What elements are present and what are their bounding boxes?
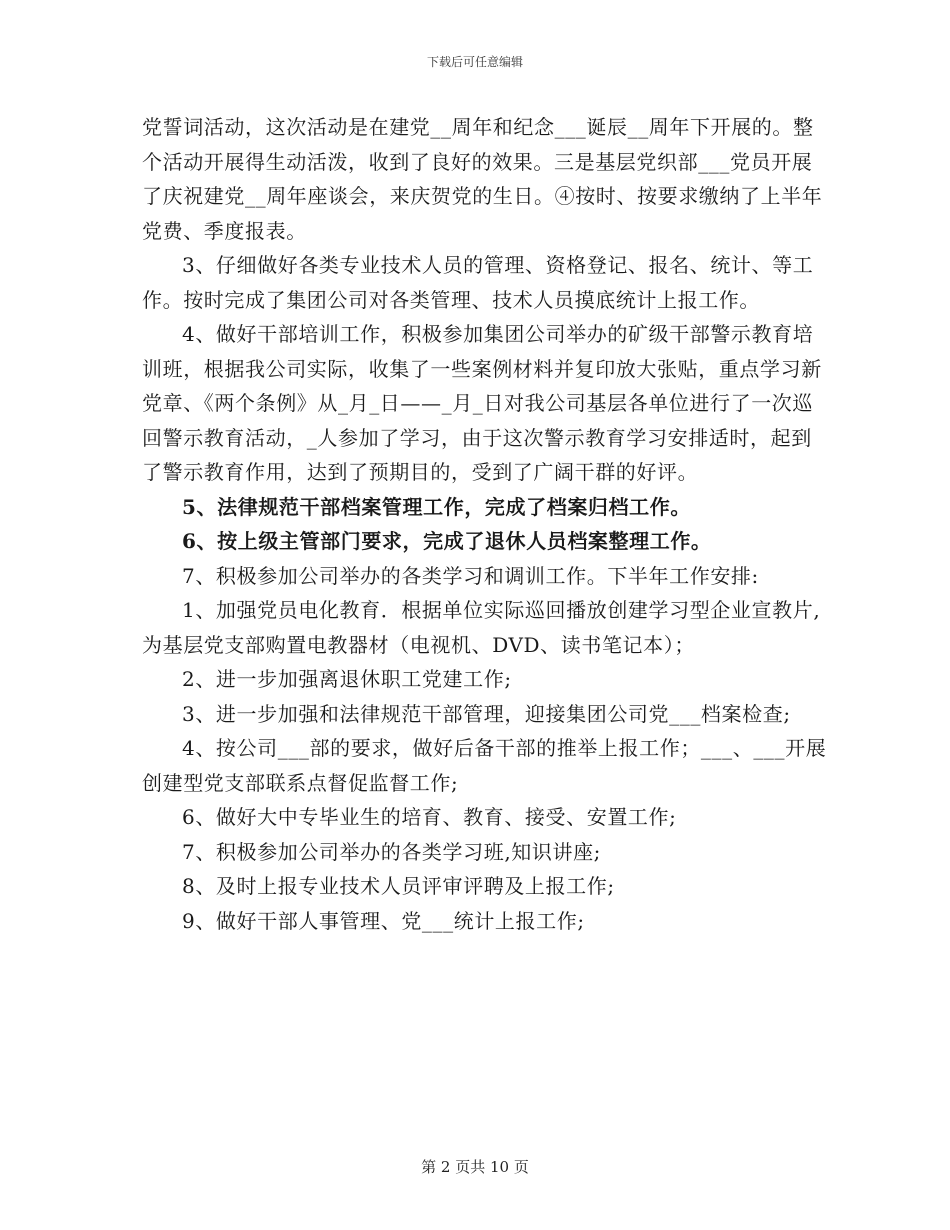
paragraph-plan-2-retiree-party-building: 2、进一步加强离退休职工党建工作; (182, 667, 512, 691)
paragraph-party-oath-activity: 党誓词活动，这次活动是在建党__周年和纪念___诞辰__周年下开展的。整个活动开展得生动活泼，收到了良好的效果。三是基层党织部___党员开展了庆祝建党__周年座谈会，来庆贺党的生日。④按时、按要求缴纳了上半年党费、季度报表。 (142, 115, 823, 243)
paragraph-plan-9-personnel-statistics: 9、做好干部人事管理、党___统计上报工作; (182, 908, 585, 933)
document-body (142, 110, 832, 938)
paragraph-item-6-retiree-archives: 6、按上级主管部门要求，完成了退休人员档案整理工作。 (182, 529, 712, 553)
paragraph-plan-4-reserve-cadres: 4、按公司___部的要求，做好后备干部的推举上报工作；___、___开展创建型党支部联系点督促监督工作; (142, 736, 827, 795)
paragraph-plan-6-graduates: 6、做好大中专毕业生的培育、教育、接受、安置工作; (182, 805, 677, 829)
page-number-footer: 第 2 页共 10 页 (421, 1158, 529, 1176)
paragraph-plan-7-study-classes: 7、积极参加公司举办的各类学习班,知识讲座; (182, 839, 602, 864)
paragraph-item-7-training: 7、积极参加公司举办的各类学习和调训工作。下半年工作安排: (182, 563, 759, 588)
paragraph-item-4-cadre-training: 4、做好干部培训工作，积极参加集团公司举办的矿级干部警示教育培训班，根据我公司实际，收集了一些案例材料并复印放大张贴，重点学习新党章、《两个条例》从_月_日——_月_日对我公司基层各单位进行了一次巡回警示教育活动，_人参加了学习，由于这次警示教育学习安排适时，起到了警示教育作用，达到了预期目的，受到了广阔干群的好评。 (142, 322, 822, 484)
paragraph-item-3-technical-staff: 3、仔细做好各类专业技术人员的管理、资格登记、报名、统计、等工作。按时完成了集团公司对各类管理、技术人员摸底统计上报工作。 (142, 253, 814, 312)
paragraph-plan-3-cadre-management: 3、进一步加强和法律规范干部管理，迎接集团公司党___档案检查; (182, 701, 791, 726)
paragraph-plan-1-electronic-education: 1、加强党员电化教育．根据单位实际巡回播放创建学习型企业宣教片,为基层党支部购置电教器材（电视机、DVD、读书笔记本）； (142, 598, 821, 657)
paragraph-plan-8-evaluation: 8、及时上报专业技术人员评审评聘及上报工作; (182, 874, 615, 898)
page-header: 下载后可任意编辑 (426, 55, 523, 69)
paragraph-item-5-archive-management: 5、法律规范干部档案管理工作，完成了档案归档工作。 (182, 494, 691, 519)
